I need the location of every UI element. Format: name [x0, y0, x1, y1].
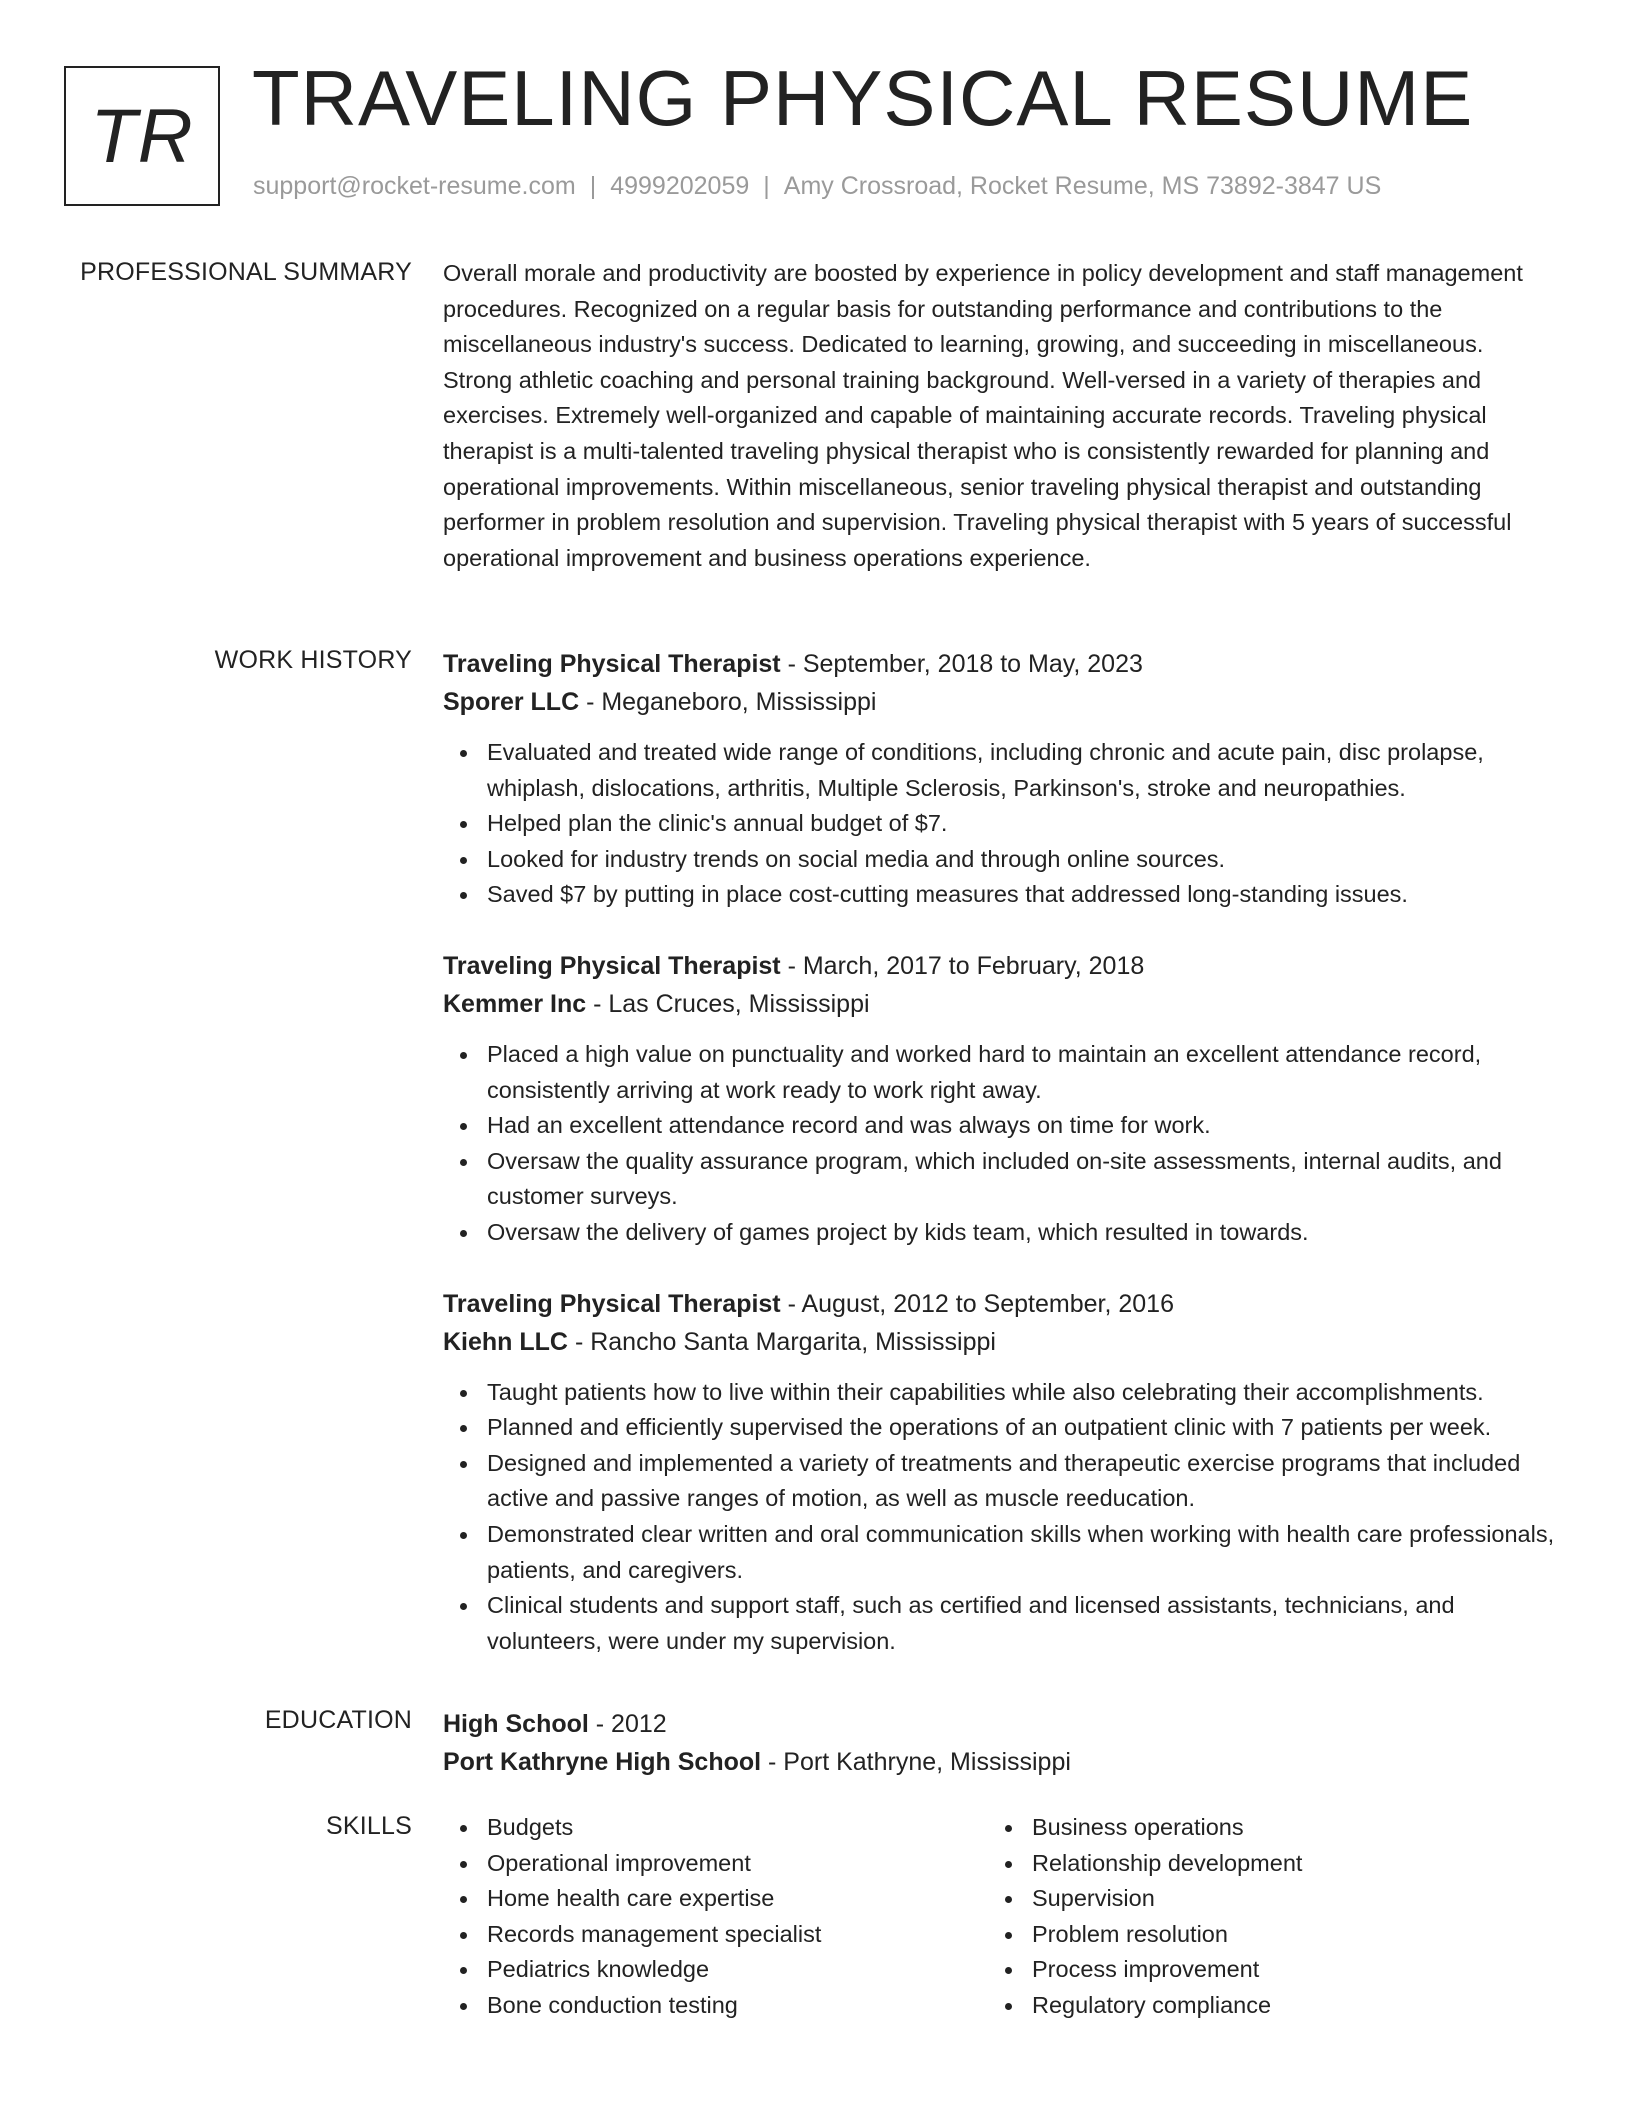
job-location: - Las Cruces, Mississippi — [586, 989, 870, 1018]
job-title: Traveling Physical Therapist — [443, 1289, 781, 1318]
monogram-logo — [64, 66, 220, 206]
skill-item: Home health care expertise — [487, 1881, 988, 1917]
job-dates: - March, 2017 to February, 2018 — [780, 951, 1145, 980]
summary-body — [443, 256, 1555, 576]
skills-list — [988, 1810, 1533, 2024]
skills-column-right — [988, 1810, 1533, 2024]
skill-item: Pediatrics knowledge — [487, 1952, 988, 1988]
section-heading-work-history: WORK HISTORY — [214, 646, 412, 674]
job-bullet: Demonstrated clear written and oral communication skills when working with health care professionals, patients, and caregivers. — [487, 1517, 1555, 1588]
education-degree-line — [443, 1705, 1555, 1743]
job-bullet: Taught patients how to live within their capabilities while also celebrating their accomplishments. — [487, 1375, 1555, 1411]
job-bullets — [443, 1375, 1555, 1660]
skill-item: Records management specialist — [487, 1917, 988, 1953]
skill-item: Relationship development — [1032, 1846, 1533, 1882]
job-company: Kiehn LLC — [443, 1327, 568, 1356]
job-location: - Rancho Santa Margarita, Mississippi — [568, 1327, 996, 1356]
skills-column-left — [443, 1810, 988, 2024]
contact-phone[interactable]: 4999202059 — [610, 172, 750, 200]
work-history-body — [443, 645, 1555, 1679]
education-degree: High School — [443, 1710, 589, 1738]
section-heading-skills: SKILLS — [326, 1812, 412, 1840]
skill-item: Operational improvement — [487, 1846, 988, 1882]
skill-item: Regulatory compliance — [1032, 1988, 1533, 2024]
education-school-line — [443, 1743, 1555, 1781]
contact-address: Amy Crossroad, Rocket Resume, MS 73892-3847 US — [783, 172, 1382, 200]
contact-email[interactable]: support@rocket-resume.com — [253, 172, 576, 200]
summary-text: Overall morale and productivity are boosted by experience in policy development and staff management procedures. Recognized on a regular basis for outstanding performance and contributions to the miscellaneous industry's success. Dedicated to learning, growing, and succeeding in miscellaneous. Strong athletic coaching and personal training background. Well-versed in a variety of therapies and exercises. Extremely well-organized and capable of maintaining accurate records. Traveling physical therapist is a multi-talented traveling physical therapist who is consistently rewarded for planning and operational improvements. Within miscellaneous, senior traveling physical therapist and outstanding performer in problem resolution and supervision. Traveling physical therapist with 5 years of successful operational improvement and business operations experience. — [443, 260, 1523, 571]
job-company-line — [443, 985, 1555, 1023]
job-company: Sporer LLC — [443, 688, 580, 716]
job-bullets — [443, 735, 1555, 913]
job-entry — [443, 1285, 1555, 1660]
job-location: - Meganeboro, Mississippi — [579, 688, 877, 716]
job-bullet: Saved $7 by putting in place cost-cutting measures that addressed long-standing issues. — [487, 877, 1555, 913]
job-title-line — [443, 947, 1555, 985]
job-bullet: Oversaw the delivery of games project by kids team, which resulted in towards. — [487, 1215, 1555, 1251]
job-dates: - September, 2018 to May, 2023 — [780, 650, 1143, 678]
skill-item: Process improvement — [1032, 1952, 1533, 1988]
job-company-line — [443, 683, 1555, 721]
skill-item: Business operations — [1032, 1810, 1533, 1846]
job-bullet: Placed a high value on punctuality and worked hard to maintain an excellent attendance record, consistently arriving at work ready to work right away. — [487, 1037, 1555, 1108]
education-location: - Port Kathryne, Mississippi — [761, 1748, 1071, 1776]
job-title: Traveling Physical Therapist — [443, 650, 781, 678]
skills-list — [443, 1810, 988, 2024]
job-title-line — [443, 1285, 1555, 1323]
job-entry — [443, 645, 1555, 913]
skill-item: Supervision — [1032, 1881, 1533, 1917]
job-bullet: Clinical students and support staff, such as certified and licensed assistants, technicians, and volunteers, were under my supervision. — [487, 1588, 1555, 1659]
job-dates: - August, 2012 to September, 2016 — [780, 1289, 1174, 1318]
job-bullet: Oversaw the quality assurance program, which included on-site assessments, internal audits, and customer surveys. — [487, 1144, 1555, 1215]
contact-separator: | — [589, 172, 597, 200]
job-company: Kemmer Inc — [443, 989, 587, 1018]
skill-item: Bone conduction testing — [487, 1988, 988, 2024]
job-entry — [443, 947, 1555, 1251]
contact-separator: | — [763, 172, 770, 200]
skills-columns — [443, 1810, 1555, 2024]
skills-body — [443, 1810, 1555, 2024]
monogram-initials: TR — [90, 93, 194, 179]
job-bullet: Designed and implemented a variety of treatments and therapeutic exercise programs that included active and passive ranges of motion, as well as muscle reeducation. — [487, 1446, 1555, 1517]
job-bullets — [443, 1037, 1555, 1251]
job-bullet: Had an excellent attendance record and was always on time for work. — [487, 1108, 1555, 1144]
skill-item: Budgets — [487, 1810, 988, 1846]
education-body — [443, 1705, 1555, 1781]
job-bullet: Looked for industry trends on social media and through online sources. — [487, 842, 1555, 878]
section-heading-education: EDUCATION — [264, 1706, 412, 1734]
education-school: Port Kathryne High School — [443, 1748, 762, 1776]
education-year: - 2012 — [588, 1710, 667, 1738]
contact-line — [253, 172, 1381, 201]
job-company-line — [443, 1323, 1555, 1361]
job-bullet: Planned and efficiently supervised the operations of an outpatient clinic with 7 patients per week. — [487, 1410, 1555, 1446]
job-bullet: Evaluated and treated wide range of conditions, including chronic and acute pain, disc prolapse, whiplash, dislocations, arthritis, Multiple Sclerosis, Parkinson's, stroke and neuropathies. — [487, 735, 1555, 806]
job-title-line — [443, 645, 1555, 683]
job-title: Traveling Physical Therapist — [443, 951, 781, 980]
section-heading-summary: PROFESSIONAL SUMMARY — [80, 258, 412, 286]
skill-item: Problem resolution — [1032, 1917, 1533, 1953]
resume-title: TRAVELING PHYSICAL RESUME — [252, 54, 1474, 142]
job-bullet: Helped plan the clinic's annual budget of $7. — [487, 806, 1555, 842]
